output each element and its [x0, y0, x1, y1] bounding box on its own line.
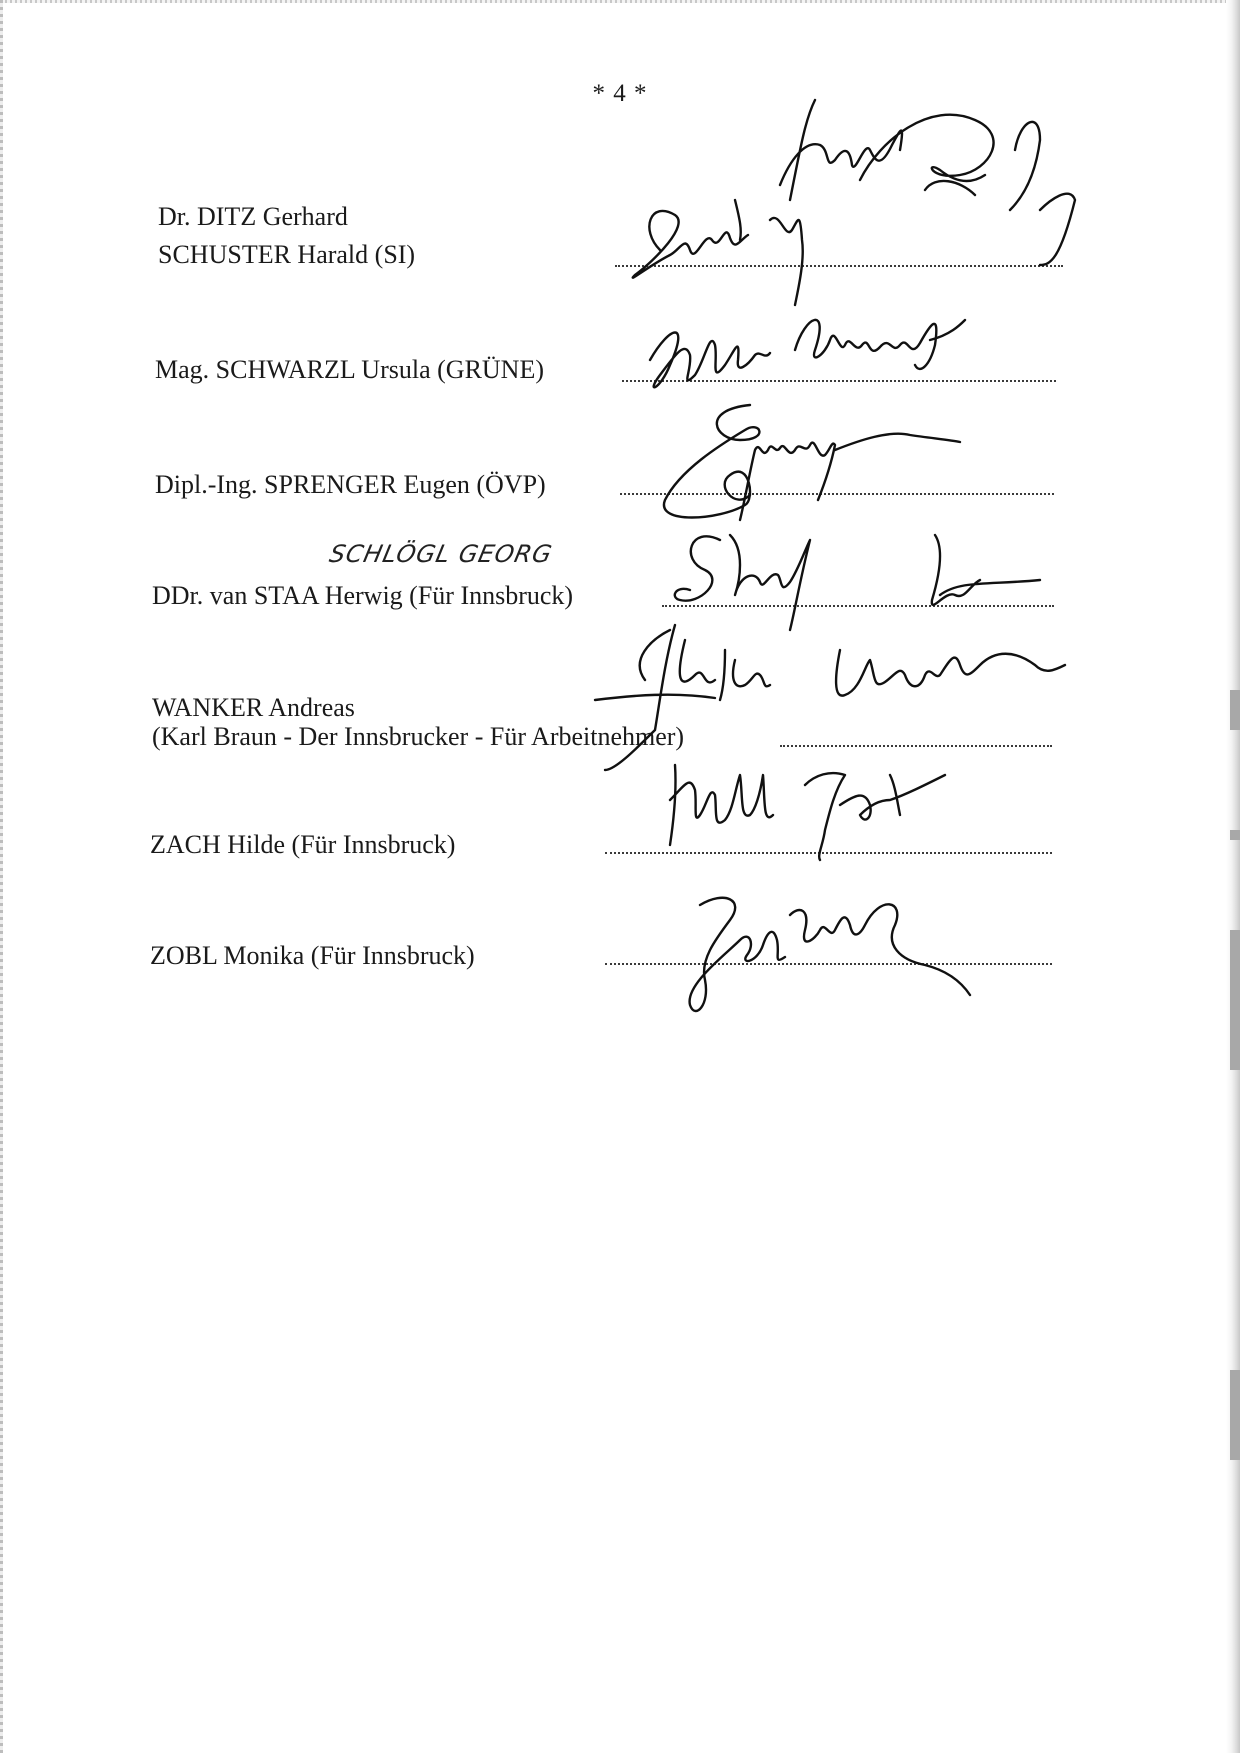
signatory-name: ZACH Hilde (Für Innsbruck)	[150, 830, 456, 859]
signatory-name: Mag. SCHWARZL Ursula (GRÜNE)	[155, 355, 544, 384]
signatory-name: ZOBL Monika (Für Innsbruck)	[150, 941, 475, 970]
signatory-name: Dr. DITZ Gerhard	[158, 202, 348, 231]
signatory-name: WANKER Andreas	[152, 693, 355, 722]
signatory-name: (Karl Braun - Der Innsbrucker - Für Arbeitnehmer)	[152, 722, 685, 751]
signature	[630, 305, 980, 405]
scan-edge-right	[1226, 0, 1240, 1753]
signatory-name: SCHUSTER Harald (SI)	[158, 240, 416, 269]
signature	[630, 90, 1110, 310]
page-number: * 4 *	[592, 80, 648, 107]
signature	[655, 745, 1035, 865]
signatory-name: DDr. van STAA Herwig (Für Innsbruck)	[152, 581, 574, 610]
handwritten-annotation: SCHLÖGL GEORG	[327, 540, 556, 568]
signatory-name: Dipl.-Ing. SPRENGER Eugen (ÖVP)	[155, 470, 546, 499]
scan-edge-left	[0, 0, 3, 1753]
scan-edge-top	[0, 0, 1240, 3]
signature	[685, 885, 985, 1025]
